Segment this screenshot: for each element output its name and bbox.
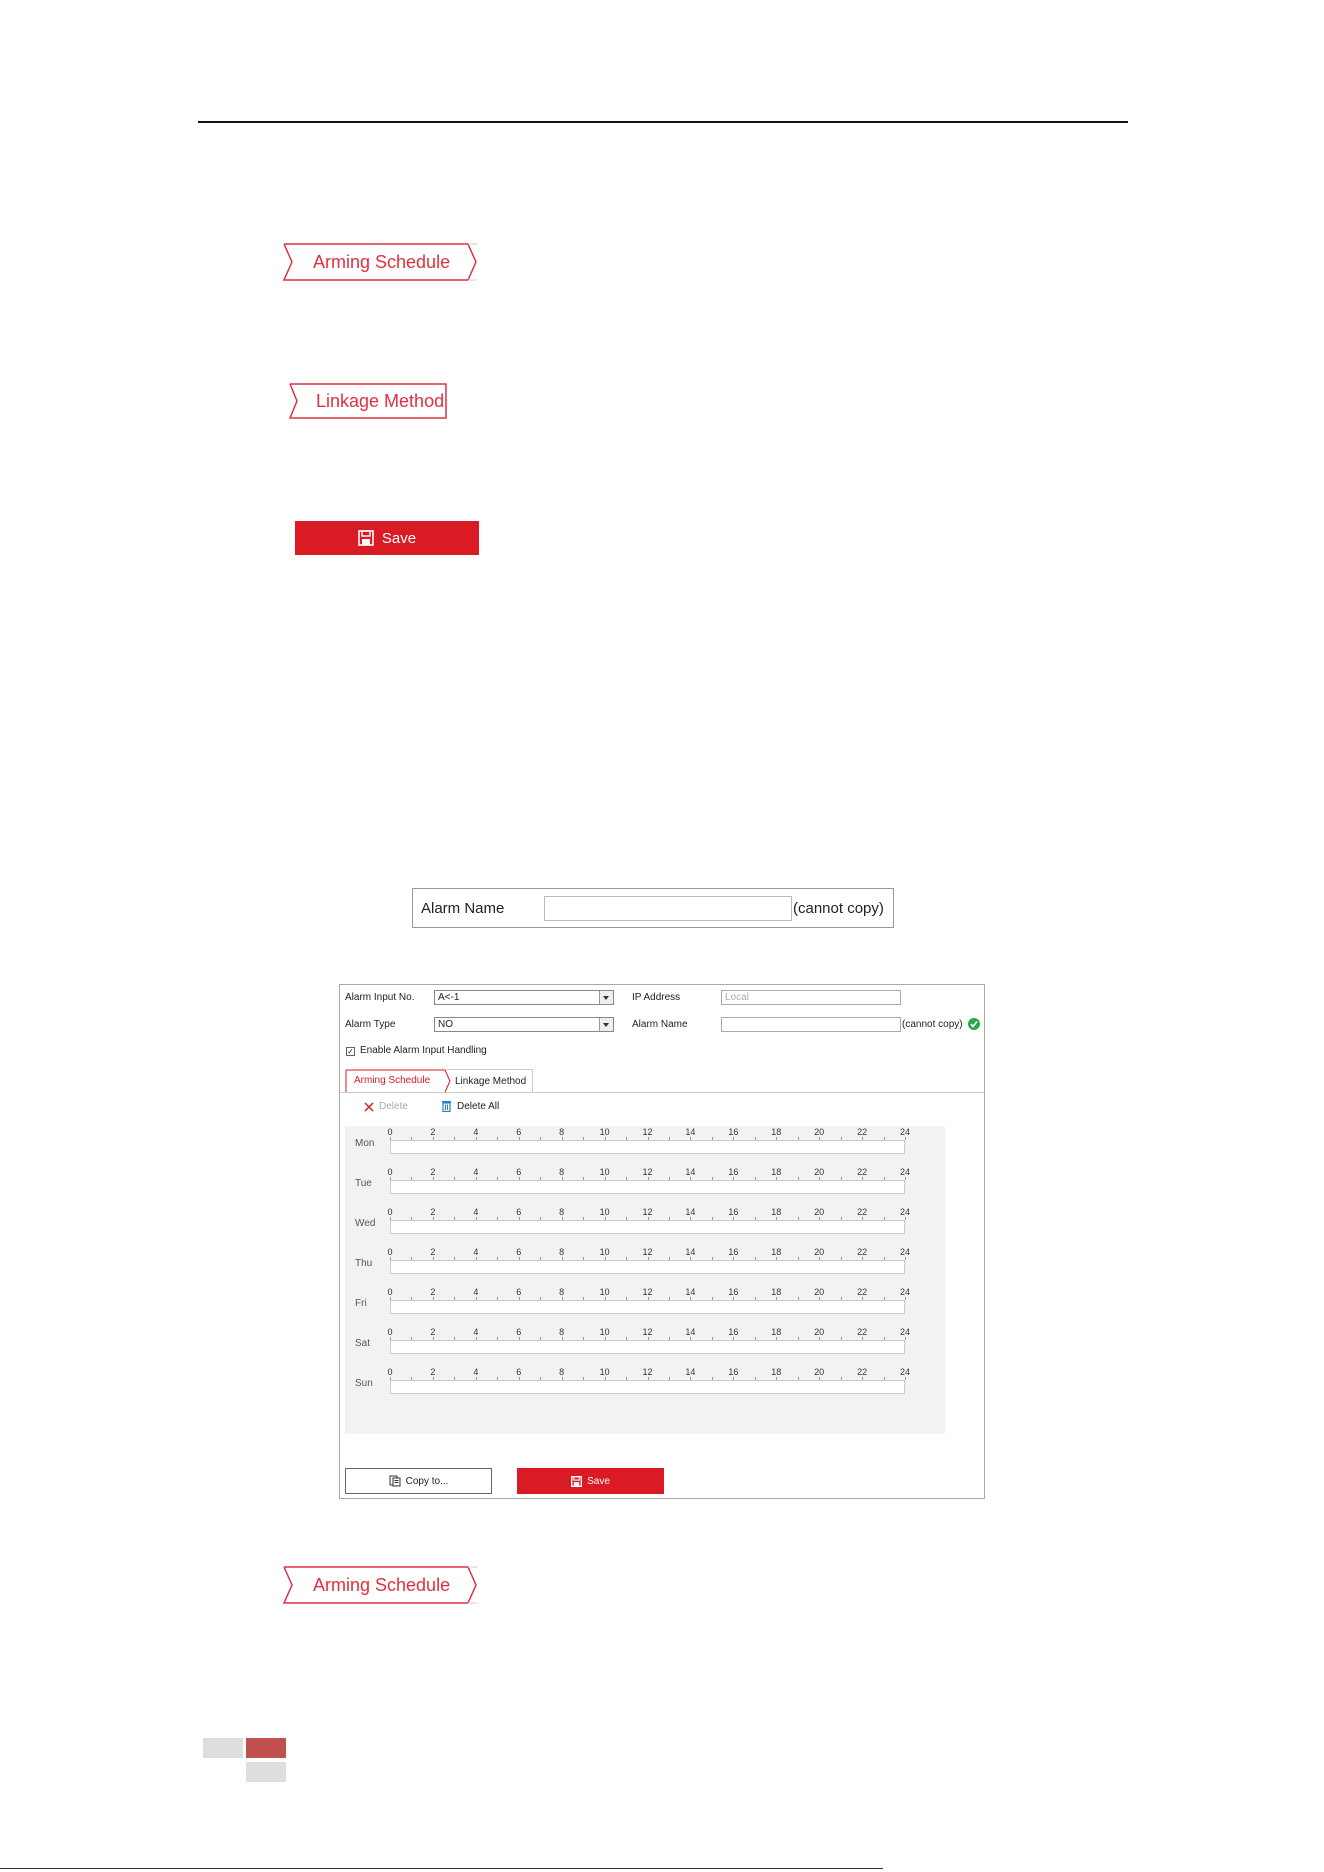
hour-tick-label: 14 (685, 1207, 696, 1217)
day-label: Sat (355, 1338, 371, 1349)
check-circle-icon (968, 1018, 980, 1030)
hour-tick-label: 24 (899, 1287, 910, 1297)
hour-tick-label: 14 (685, 1367, 696, 1377)
hour-tick-label: 2 (430, 1167, 436, 1177)
hour-tick-label: 6 (516, 1167, 522, 1177)
hour-tick-label: 16 (728, 1167, 739, 1177)
ip-address-input[interactable] (721, 990, 901, 1005)
copy-icon (389, 1475, 401, 1487)
hour-tick-label: 8 (559, 1127, 565, 1137)
hour-tick-label: 6 (516, 1207, 522, 1217)
hour-tick-label: 12 (642, 1287, 653, 1297)
hour-tick-label: 16 (728, 1207, 739, 1217)
hour-tick-label: 4 (473, 1207, 479, 1217)
hour-tick-label: 12 (642, 1327, 653, 1337)
trash-icon (441, 1100, 452, 1112)
hour-tick-label: 6 (516, 1287, 522, 1297)
alarm-input-no-label: Alarm Input No. (345, 992, 415, 1003)
hour-tick-label: 24 (899, 1127, 910, 1137)
hour-tick-label: 2 (430, 1247, 436, 1257)
hour-tick-label: 20 (814, 1367, 825, 1377)
hour-tick-label: 24 (899, 1367, 910, 1377)
hour-tick-label: 6 (516, 1127, 522, 1137)
hour-tick-label: 4 (473, 1167, 479, 1177)
tab-label: Arming Schedule (354, 1075, 431, 1086)
hour-tick-label: 14 (685, 1287, 696, 1297)
hour-tick-label: 22 (857, 1207, 868, 1217)
hour-tick-label: 24 (899, 1247, 910, 1257)
hour-tick-label: 14 (685, 1167, 696, 1177)
hour-tick-label: 10 (599, 1167, 610, 1177)
hour-tick-label: 20 (814, 1247, 825, 1257)
tab-arming-schedule[interactable] (345, 1069, 451, 1092)
hour-tick-mark (905, 1337, 906, 1340)
alarm-name-input[interactable] (544, 896, 792, 921)
alarm-type-select[interactable] (434, 1017, 614, 1032)
hour-tick-label: 24 (899, 1207, 910, 1217)
day-schedule-bar[interactable] (390, 1260, 905, 1274)
hour-tick-label: 10 (599, 1207, 610, 1217)
hour-tick-label: 18 (771, 1167, 782, 1177)
schedule-grid (345, 1126, 945, 1434)
hour-tick-label: 12 (642, 1207, 653, 1217)
hour-tick-label: 4 (473, 1327, 479, 1337)
copy-to-label: Copy to... (405, 1475, 449, 1487)
linkage-method-label: Linkage Method (316, 391, 445, 411)
hour-tick-label: 10 (599, 1327, 610, 1337)
footer-block (246, 1762, 286, 1782)
hour-tick-label: 8 (559, 1327, 565, 1337)
hour-tick-label: 24 (899, 1167, 910, 1177)
hour-tick-label: 24 (899, 1327, 910, 1337)
hour-tick-label: 22 (857, 1127, 868, 1137)
hour-tick-label: 18 (771, 1127, 782, 1137)
alarm-input-panel (339, 984, 985, 1499)
save-label: Save (587, 1475, 610, 1487)
arming-schedule-tab-graphic (283, 243, 477, 281)
arming-schedule-label: Arming Schedule (313, 1575, 451, 1595)
footer-block (203, 1738, 243, 1758)
hour-tick-label: 18 (771, 1327, 782, 1337)
alarm-name-snippet (412, 888, 894, 928)
hour-tick-label: 22 (857, 1367, 868, 1377)
ip-address-label: IP Address (632, 992, 681, 1003)
hour-tick-label: 12 (642, 1167, 653, 1177)
arming-schedule-label: Arming Schedule (313, 252, 451, 272)
day-label: Wed (355, 1218, 376, 1229)
hour-tick-label: 2 (430, 1287, 436, 1297)
tab-label: Linkage Method (455, 1076, 527, 1087)
hour-tick-label: 22 (857, 1287, 868, 1297)
hour-tick-label: 16 (728, 1127, 739, 1137)
chevron-down-icon[interactable] (599, 991, 613, 1004)
hour-tick-label: 0 (387, 1127, 393, 1137)
hour-tick-label: 4 (473, 1247, 479, 1257)
hour-tick-label: 16 (728, 1367, 739, 1377)
hour-tick-label: 18 (771, 1367, 782, 1377)
day-schedule-bar[interactable] (390, 1300, 905, 1314)
hour-tick-label: 2 (430, 1207, 436, 1217)
day-schedule-bar[interactable] (390, 1220, 905, 1234)
ip-address-placeholder: Local (725, 992, 749, 1003)
hour-tick-label: 18 (771, 1287, 782, 1297)
hour-tick-label: 8 (559, 1287, 565, 1297)
hour-tick-mark (905, 1217, 906, 1220)
save-button-graphic (295, 521, 479, 555)
hour-tick-label: 8 (559, 1167, 565, 1177)
alarm-type-value: NO (438, 1019, 453, 1030)
hour-tick-label: 20 (814, 1167, 825, 1177)
footer-rule (0, 1868, 883, 1869)
delete-button[interactable] (364, 1101, 408, 1112)
hour-tick-label: 22 (857, 1167, 868, 1177)
day-label: Sun (355, 1378, 373, 1389)
hour-tick-mark (905, 1297, 906, 1300)
header-rule (198, 121, 1128, 123)
hour-tick-label: 0 (387, 1327, 393, 1337)
hour-tick-label: 10 (599, 1127, 610, 1137)
hour-tick-label: 10 (599, 1247, 610, 1257)
hour-tick-label: 6 (516, 1367, 522, 1377)
alarm-input-no-value: A<-1 (438, 992, 460, 1003)
hour-tick-mark (905, 1257, 906, 1260)
alarm-type-label: Alarm Type (345, 1019, 396, 1030)
day-schedule-bar[interactable] (390, 1380, 905, 1394)
hour-tick-mark (905, 1177, 906, 1180)
hour-tick-mark (905, 1377, 906, 1380)
hour-tick-label: 18 (771, 1247, 782, 1257)
hour-tick-label: 14 (685, 1127, 696, 1137)
hour-tick-label: 10 (599, 1287, 610, 1297)
chevron-down-icon[interactable] (599, 1018, 613, 1031)
hour-tick-label: 6 (516, 1247, 522, 1257)
hour-tick-label: 4 (473, 1127, 479, 1137)
arming-schedule-tab-graphic (283, 1566, 477, 1604)
hour-tick-label: 2 (430, 1327, 436, 1337)
alarm-name-input[interactable] (721, 1017, 901, 1032)
hour-tick-label: 18 (771, 1207, 782, 1217)
save-label: Save (381, 529, 417, 547)
hour-tick-label: 14 (685, 1327, 696, 1337)
enable-label: Enable Alarm Input Handling (360, 1045, 487, 1056)
tab-divider (340, 1092, 984, 1093)
hour-tick-label: 0 (387, 1367, 393, 1377)
alarm-name-label: Alarm Name (421, 900, 505, 917)
hour-tick-label: 20 (814, 1327, 825, 1337)
hour-tick-label: 20 (814, 1207, 825, 1217)
hour-tick-label: 20 (814, 1287, 825, 1297)
enable-checkbox[interactable]: ✓ (347, 1047, 354, 1056)
hour-tick-label: 0 (387, 1207, 393, 1217)
linkage-method-tab-graphic (289, 383, 447, 421)
hour-tick-label: 4 (473, 1287, 479, 1297)
hour-tick-mark (905, 1137, 906, 1140)
cannot-copy-note: (cannot copy) (793, 900, 884, 917)
delete-all-button[interactable] (441, 1100, 499, 1112)
hour-tick-label: 8 (559, 1367, 565, 1377)
hour-tick-label: 8 (559, 1207, 565, 1217)
hour-tick-label: 16 (728, 1287, 739, 1297)
hour-tick-label: 20 (814, 1127, 825, 1137)
day-label: Mon (355, 1138, 375, 1149)
delete-all-label: Delete All (457, 1100, 500, 1112)
day-schedule-bar[interactable] (390, 1340, 905, 1354)
hour-tick-label: 22 (857, 1247, 868, 1257)
save-icon (358, 530, 374, 546)
hour-tick-label: 16 (728, 1327, 739, 1337)
cannot-copy-note: (cannot copy) (902, 1019, 963, 1030)
day-schedule-bar[interactable] (390, 1140, 905, 1154)
hour-tick-label: 0 (387, 1247, 393, 1257)
hour-tick-label: 12 (642, 1247, 653, 1257)
delete-label: Delete (379, 1101, 408, 1112)
save-button[interactable] (517, 1468, 664, 1494)
hour-tick-label: 10 (599, 1367, 610, 1377)
alarm-name-label: Alarm Name (632, 1019, 688, 1030)
hour-tick-label: 2 (430, 1367, 436, 1377)
tab-linkage-method[interactable] (446, 1069, 533, 1092)
alarm-input-no-select[interactable] (434, 990, 614, 1005)
hour-tick-label: 0 (387, 1167, 393, 1177)
hour-tick-label: 6 (516, 1327, 522, 1337)
day-label: Fri (355, 1298, 367, 1309)
hour-tick-label: 14 (685, 1247, 696, 1257)
hour-tick-label: 12 (642, 1367, 653, 1377)
hour-tick-label: 4 (473, 1367, 479, 1377)
hour-tick-label: 2 (430, 1127, 436, 1137)
close-icon (364, 1102, 374, 1112)
day-label: Tue (355, 1178, 372, 1189)
day-label: Thu (355, 1258, 373, 1269)
copy-to-button[interactable] (345, 1468, 492, 1494)
hour-tick-label: 0 (387, 1287, 393, 1297)
hour-tick-label: 8 (559, 1247, 565, 1257)
save-icon (571, 1476, 582, 1487)
footer-block-accent (246, 1738, 286, 1758)
day-schedule-bar[interactable] (390, 1180, 905, 1194)
hour-tick-label: 12 (642, 1127, 653, 1137)
hour-tick-label: 16 (728, 1247, 739, 1257)
hour-tick-label: 22 (857, 1327, 868, 1337)
